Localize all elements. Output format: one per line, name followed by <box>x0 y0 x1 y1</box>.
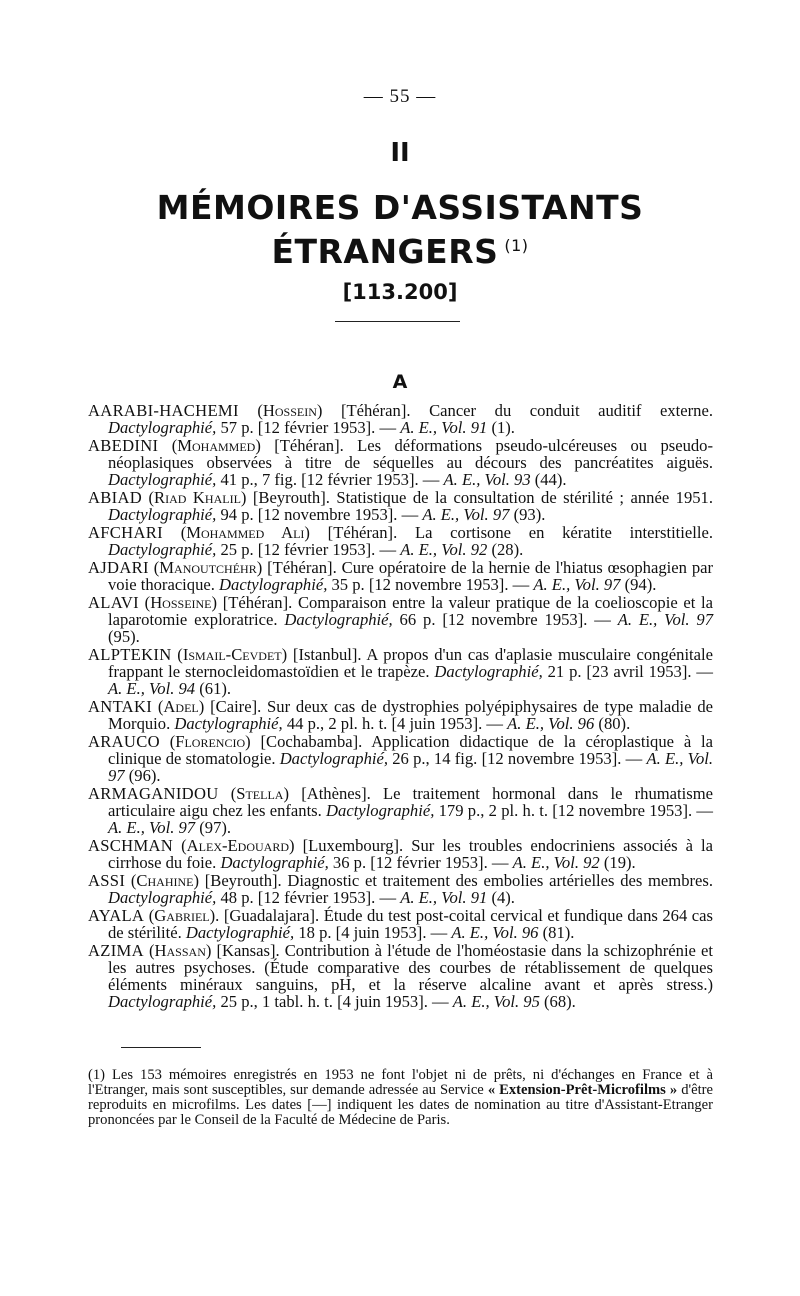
section-number: II <box>390 138 410 168</box>
list-item <box>88 907 713 941</box>
entry-given-name: (Hassan) <box>149 941 212 960</box>
entry-surname: ARMAGANIDOU <box>88 784 219 803</box>
entry-text: [Téhéran]. Comparaison entre la valeur pratique de la coelioscopie et la laparotomie exploratrice. <box>108 593 713 629</box>
list-item <box>88 402 713 436</box>
entry-reference: A. E., Vol. 91 <box>400 418 488 437</box>
entry-text: [Téhéran]. Cancer du conduit auditif externe. <box>322 401 713 420</box>
entry-number: (96). <box>124 766 161 785</box>
entry-surname: ASSI <box>88 871 126 890</box>
entry-format: Dactylographié, <box>174 714 283 733</box>
page-number: — 55 — <box>363 86 437 107</box>
page-title-line-1: MÉMOIRES D'ASSISTANTS <box>156 188 644 227</box>
letter-heading: A <box>392 371 408 393</box>
entry-reference: A. E., Vol. 96 <box>507 714 595 733</box>
footnote-service-name: « Extension-Prêt-Microfilms » <box>487 1082 678 1098</box>
list-item <box>88 942 713 1010</box>
entry-text: [Téhéran]. La cortisone en kératite interstitielle. <box>309 523 713 542</box>
entry-details: 179 p., 2 pl. h. t. [12 novembre 1953]. — <box>434 801 713 820</box>
entry-surname: AJDARI <box>88 558 149 577</box>
entry-given-name: (Adel) <box>157 697 205 716</box>
footnote-text-start: (1) Les 153 mémoires enregistrés en 1953 ne font l'objet ni de prêts, ni d'échanges en France et à l'Etranger, mais sont susceptibles, sur demande adressée au Service <box>88 1067 713 1098</box>
entry-format: Dactylographié, <box>279 749 389 768</box>
entry-given-name: (Manoutchéhr) <box>153 558 263 577</box>
list-item <box>88 646 713 697</box>
list-item <box>88 872 713 906</box>
entry-reference: A. E., Vol. 97 <box>108 818 196 837</box>
entry-given-name: (Hossein) <box>257 401 323 420</box>
list-item <box>88 733 713 784</box>
entry-given-name: (Alex-Edouard) <box>181 836 295 855</box>
entry-number: (94). <box>620 575 657 594</box>
list-item <box>88 698 713 732</box>
entry-text: [Istanbul]. A propos d'un cas d'aplasie musculaire congénitale frappant le sternocleidomastoïdien et le trapèze. <box>108 645 714 681</box>
entry-number: (97). <box>195 818 232 837</box>
entry-surname: AYALA <box>88 906 145 925</box>
entry-details: 44 p., 2 pl. h. t. [4 juin 1953]. — <box>282 714 508 733</box>
list-item <box>88 559 713 593</box>
entry-given-name: (Mohammed Ali) <box>180 523 310 542</box>
entry-format: Dactylographié, <box>108 540 217 559</box>
entry-reference: A. E., Vol. 97 <box>533 575 621 594</box>
entry-given-name: (Ismail-Cevdet) <box>177 645 288 664</box>
entry-number: (95). <box>108 627 140 646</box>
entry-reference: A. E., Vol. 97 <box>422 505 510 524</box>
entry-surname: ABEDINI <box>88 436 159 455</box>
entry-surname: AARABI-HACHEMI <box>88 401 239 420</box>
entry-number: (19). <box>599 853 636 872</box>
entry-format: Dactylographié, <box>108 418 217 437</box>
entry-reference: A. E., Vol. 95 <box>452 992 540 1011</box>
list-item <box>88 524 713 558</box>
list-item <box>88 837 713 871</box>
entry-details: 48 p. [12 février 1953]. — <box>216 888 401 907</box>
entry-details: 25 p., 1 tabl. h. t. [4 juin 1953]. — <box>216 992 453 1011</box>
entry-surname: ALPTEKIN <box>88 645 172 664</box>
entry-text: [Caire]. Sur deux cas de dystrophies polyépiphysaires de type maladie de Morquio. <box>108 697 713 733</box>
entry-format: Dactylographié, <box>284 610 393 629</box>
entry-number: (80). <box>594 714 631 733</box>
entry-given-name: (Chahine) <box>130 871 200 890</box>
entry-surname: ALAVI <box>88 593 139 612</box>
entry-number: (44). <box>530 470 567 489</box>
entry-surname: ARAUCO <box>88 732 160 751</box>
entry-reference: A. E., Vol. 92 <box>512 853 600 872</box>
entry-number: (93). <box>509 505 546 524</box>
entry-text: [Luxembourg]. Sur les troubles endocriniens associés à la cirrhose du foie. <box>108 836 713 872</box>
entry-format: Dactylographié, <box>185 923 295 942</box>
entry-format: Dactylographié, <box>326 801 435 820</box>
entry-given-name: (Mohammed) <box>171 436 261 455</box>
entry-details: 35 p. [12 novembre 1953]. — <box>327 575 534 594</box>
entry-surname: AZIMA <box>88 941 144 960</box>
entry-format: Dactylographié, <box>219 575 328 594</box>
entry-surname: ASCHMAN <box>88 836 174 855</box>
entry-number: (81). <box>538 923 575 942</box>
entry-text: [Beyrouth]. Diagnostic et traitement des embolies artérielles des membres. <box>199 871 713 890</box>
list-item <box>88 437 713 488</box>
entries-list <box>88 402 713 1011</box>
entry-reference: A. E., Vol. 94 <box>108 679 196 698</box>
entry-details: 57 p. [12 février 1953]. — <box>216 418 401 437</box>
entry-format: Dactylographié, <box>434 662 543 681</box>
entry-reference: A. E., Vol. 92 <box>400 540 488 559</box>
entry-number: (4). <box>487 888 515 907</box>
entry-details: 21 p. [23 avril 1953]. — <box>542 662 713 681</box>
list-item <box>88 594 713 645</box>
entry-given-name: (Riad Khalil) <box>148 488 247 507</box>
entry-surname: AFCHARI <box>88 523 163 542</box>
page-title-line-2 <box>0 232 800 271</box>
footnote-reference: (1) <box>504 236 529 255</box>
entry-text: [Téhéran]. Les déformations pseudo-ulcéreuses ou pseudo-néoplasiques observées à titre de séquelles au décours des pancréatites aiguës. <box>108 436 713 472</box>
footnote <box>88 1068 713 1128</box>
entry-reference: A. E., Vol. 97 <box>617 610 713 629</box>
entry-reference: A. E., Vol. 97 <box>108 749 713 785</box>
classification-code: [113.200] <box>342 280 458 304</box>
entry-number: (28). <box>487 540 524 559</box>
entry-format: Dactylographié, <box>108 888 217 907</box>
entry-format: Dactylographié, <box>108 470 217 489</box>
footnote-text-end: d'être reproduits en microfilms. Les dates [—] indiquent les dates de nomination au titre d'Assistant-Etranger prononcées par le Conseil de la Faculté de Médecine de Paris. <box>88 1082 713 1128</box>
entry-reference: A. E., Vol. 96 <box>451 923 539 942</box>
entry-details: 41 p., 7 fig. [12 février 1953]. — <box>216 470 444 489</box>
entry-details: 36 p. [12 février 1953]. — <box>328 853 513 872</box>
entry-text: . [Guadalajara]. Étude du test post-coital cervical et fundique dans 264 cas de stérilité. <box>108 906 713 942</box>
entry-given-name: (Gabriel) <box>148 906 216 925</box>
footnote-rule <box>121 1047 201 1048</box>
entry-details: 25 p. [12 février 1953]. — <box>216 540 401 559</box>
entry-details: 26 p., 14 fig. [12 novembre 1953]. — <box>388 749 647 768</box>
list-item <box>88 489 713 523</box>
entry-number: (1). <box>487 418 515 437</box>
entry-format: Dactylographié, <box>108 505 217 524</box>
entry-text: [Kansas]. Contribution à l'étude de l'homéostasie dans la schizophrénie et les autres psychoses. (Étude comparative des courbes de rétablissement de quelques éléments minéraux sanguins, pH, et la réserve alcaline avant et après stress.) <box>108 941 713 994</box>
entry-details: 66 p. [12 novembre 1953]. — <box>392 610 618 629</box>
entry-details: 18 p. [4 juin 1953]. — <box>294 923 452 942</box>
entry-given-name: (Stella) <box>230 784 289 803</box>
entry-text: [Téhéran]. Cure opératoire de la hernie de l'hiatus œsophagien par voie thoracique. <box>108 558 714 594</box>
entry-given-name: (Hosseine) <box>144 593 218 612</box>
entry-surname: ANTAKI <box>88 697 153 716</box>
entry-format: Dactylographié, <box>220 853 329 872</box>
entry-text: [Beyrouth]. Statistique de la consultation de stérilité ; année 1951. <box>246 488 713 507</box>
entry-details: 94 p. [12 novembre 1953]. — <box>216 505 423 524</box>
entry-reference: A. E., Vol. 93 <box>443 470 531 489</box>
entry-given-name: (Florencio) <box>169 732 251 751</box>
entry-text: [Cochabamba]. Application didactique de la céroplastique à la clinique de stomatologie. <box>108 732 713 768</box>
entry-surname: ABIAD <box>88 488 143 507</box>
entry-number: (68). <box>539 992 576 1011</box>
page-title-line-2-text: ÉTRANGERS <box>271 232 499 271</box>
entry-format: Dactylographié, <box>108 992 217 1011</box>
list-item <box>88 785 713 836</box>
entry-number: (61). <box>195 679 232 698</box>
entry-text: [Athènes]. Le traitement hormonal dans le rhumatisme articulaire aigu chez les enfants. <box>108 784 713 820</box>
title-rule <box>335 321 460 322</box>
entry-reference: A. E., Vol. 91 <box>400 888 488 907</box>
